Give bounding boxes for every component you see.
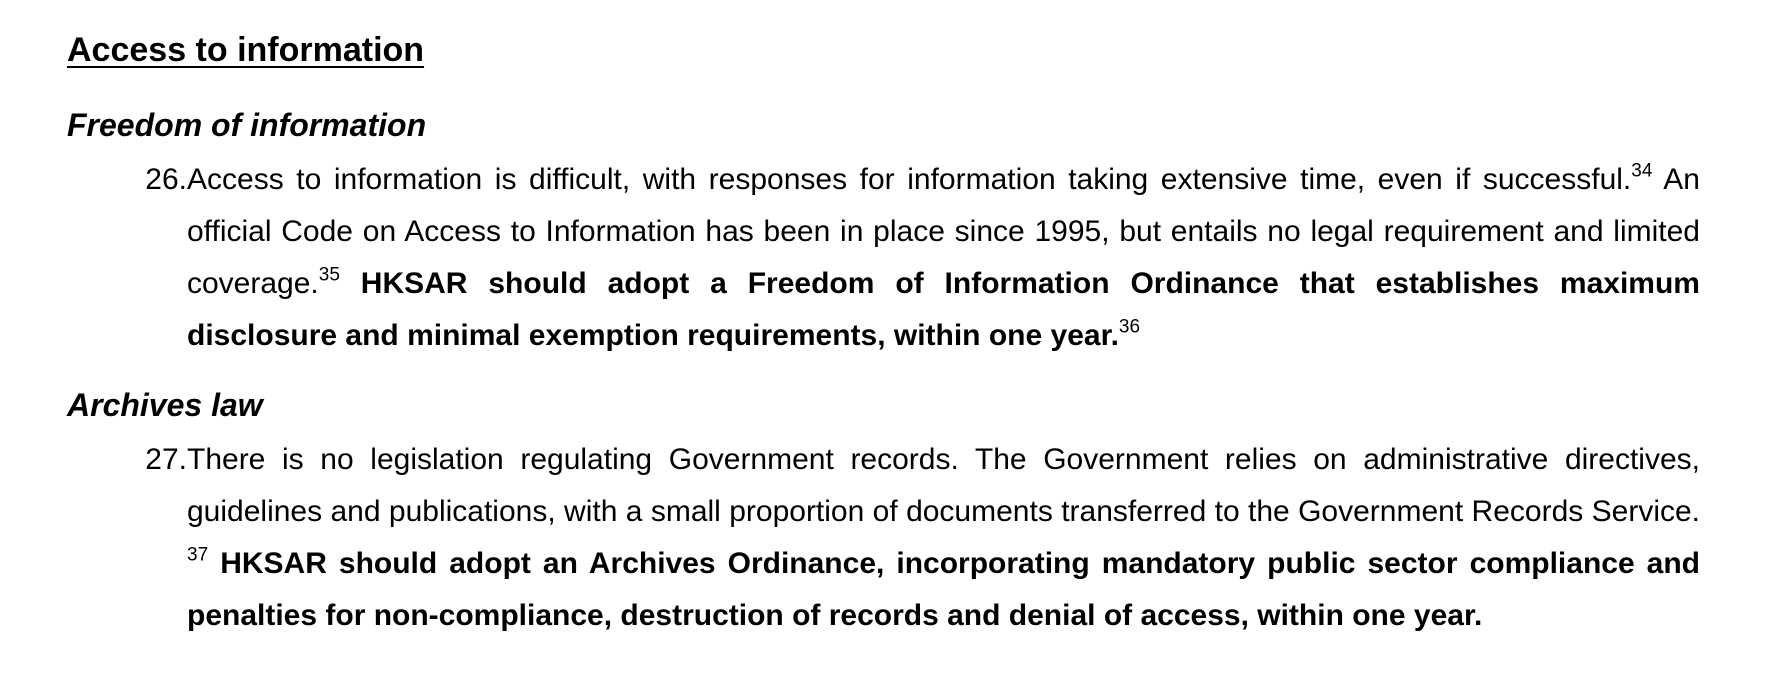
paragraph-text: An official Code on Access to Information has been in place since 1995, but entails no legal requirement and limited coverage. — [187, 163, 1700, 300]
recommendation-text: HKSAR should adopt an Archives Ordinance, incorporating mandatory public sector compliance and penalties for non-compliance, destruction of records and denial of access, within one year. — [187, 547, 1701, 632]
paragraph-text: There is no legislation regulating Government records. The Government relies on administrative directives, guidelines and publications, with a small proportion of documents transferred to the Government Records Service. — [187, 443, 1700, 528]
footnote-ref-36[interactable]: 36 — [1118, 316, 1141, 338]
footnote-ref-35[interactable]: 35 — [318, 264, 340, 286]
section-heading: Access to information — [67, 31, 425, 69]
footnote-ref-37[interactable]: 37 — [187, 544, 209, 566]
paragraph-number: 26. — [145, 163, 187, 196]
paragraph-26 — [127, 154, 1700, 362]
paragraph-body — [187, 154, 1700, 362]
recommendation-text: HKSAR should adopt a Freedom of Information Ordinance that establishes maximum disclosure and minimal exemption requirements, within one year. — [187, 267, 1700, 352]
subheading-archives-law: Archives law — [67, 387, 263, 423]
paragraph-text: Access to information is difficult, with responses for information taking extensive time, even if successful. — [187, 163, 1632, 196]
paragraph-number: 27. — [145, 443, 187, 476]
subheading-freedom-of-information: Freedom of information — [67, 107, 427, 143]
paragraph-27 — [127, 434, 1700, 642]
footnote-ref-34[interactable]: 34 — [1631, 160, 1653, 182]
paragraph-body — [187, 434, 1700, 642]
